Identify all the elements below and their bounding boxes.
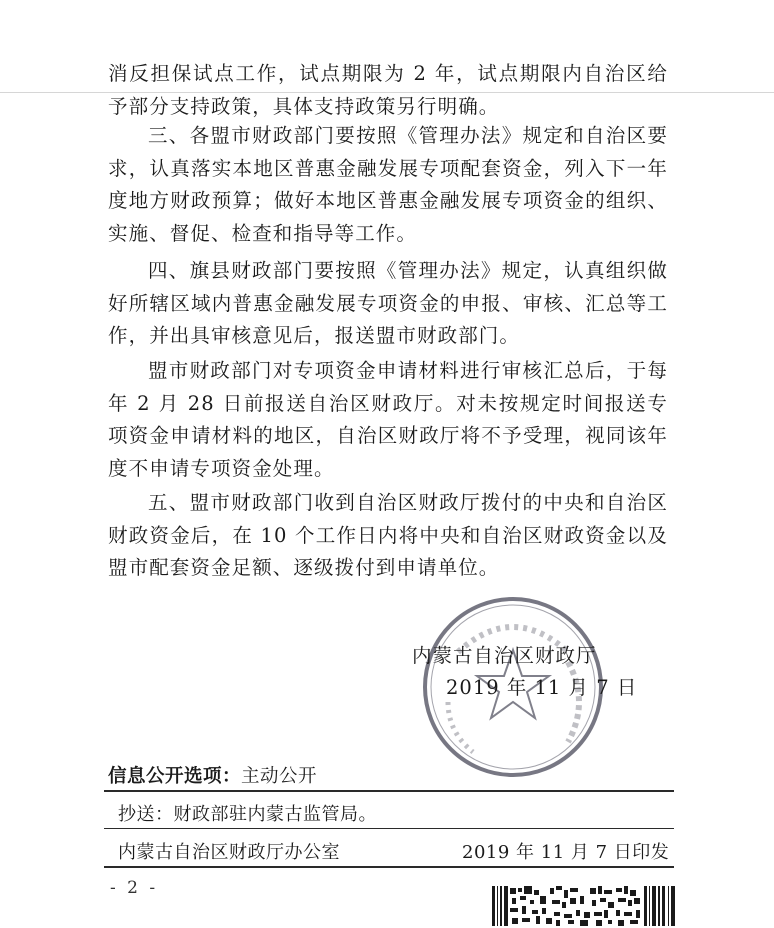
paragraph-submission: 盟市财政部门对专项资金申请材料进行审核汇总后，于每年 2 月 28 日前报送自治区财政厅。对未按规定时间报送专项资金申请材料的地区，自治区财政厅将不予受理，视同该年度不申请专项资金处理。 — [108, 359, 668, 480]
paragraph-item-five: 五、盟市财政部门收到自治区财政厅拨付的中央和自治区财政资金后，在 10 个工作日内将中央和自治区财政资金以及盟市配套资金足额、逐级拨付到申请单位。 — [108, 491, 668, 579]
signature-organization: 内蒙古自治区财政厅 — [412, 644, 597, 667]
disclosure-value: 主动公开 — [241, 766, 318, 787]
disclosure-option — [108, 762, 317, 788]
barcode-icon — [490, 886, 678, 926]
divider-top — [104, 790, 674, 792]
issuing-office: 内蒙古自治区财政厅办公室 — [118, 842, 340, 863]
paragraph-continuation: 消反担保试点工作，试点期限为 2 年，试点期限内自治区给予部分支持政策，具体支持政策另行明确。 — [108, 62, 668, 118]
cc-line: 抄送：财政部驻内蒙古监管局。 — [118, 804, 377, 825]
disclosure-label: 信息公开选项： — [108, 766, 242, 787]
divider-bottom — [104, 866, 674, 868]
issue-date: 2019 年 11 月 7 日印发 — [462, 842, 670, 863]
paragraph-item-three: 三、各盟市财政部门要按照《管理办法》规定和自治区要求，认真落实本地区普惠金融发展专项配套资金，列入下一年度地方财政预算；做好本地区普惠金融发展专项资金的组织、实施、督促、检查和指导等工作。 — [108, 124, 668, 245]
page-number: - 2 - — [110, 878, 159, 898]
signature-date: 2019 年 11 月 7 日 — [446, 676, 638, 699]
divider-middle — [104, 828, 674, 829]
paragraph-item-four: 四、旗县财政部门要按照《管理办法》规定，认真组织做好所辖区域内普惠金融发展专项资金的申报、审核、汇总等工作，并出具审核意见后，报送盟市财政部门。 — [108, 259, 668, 347]
